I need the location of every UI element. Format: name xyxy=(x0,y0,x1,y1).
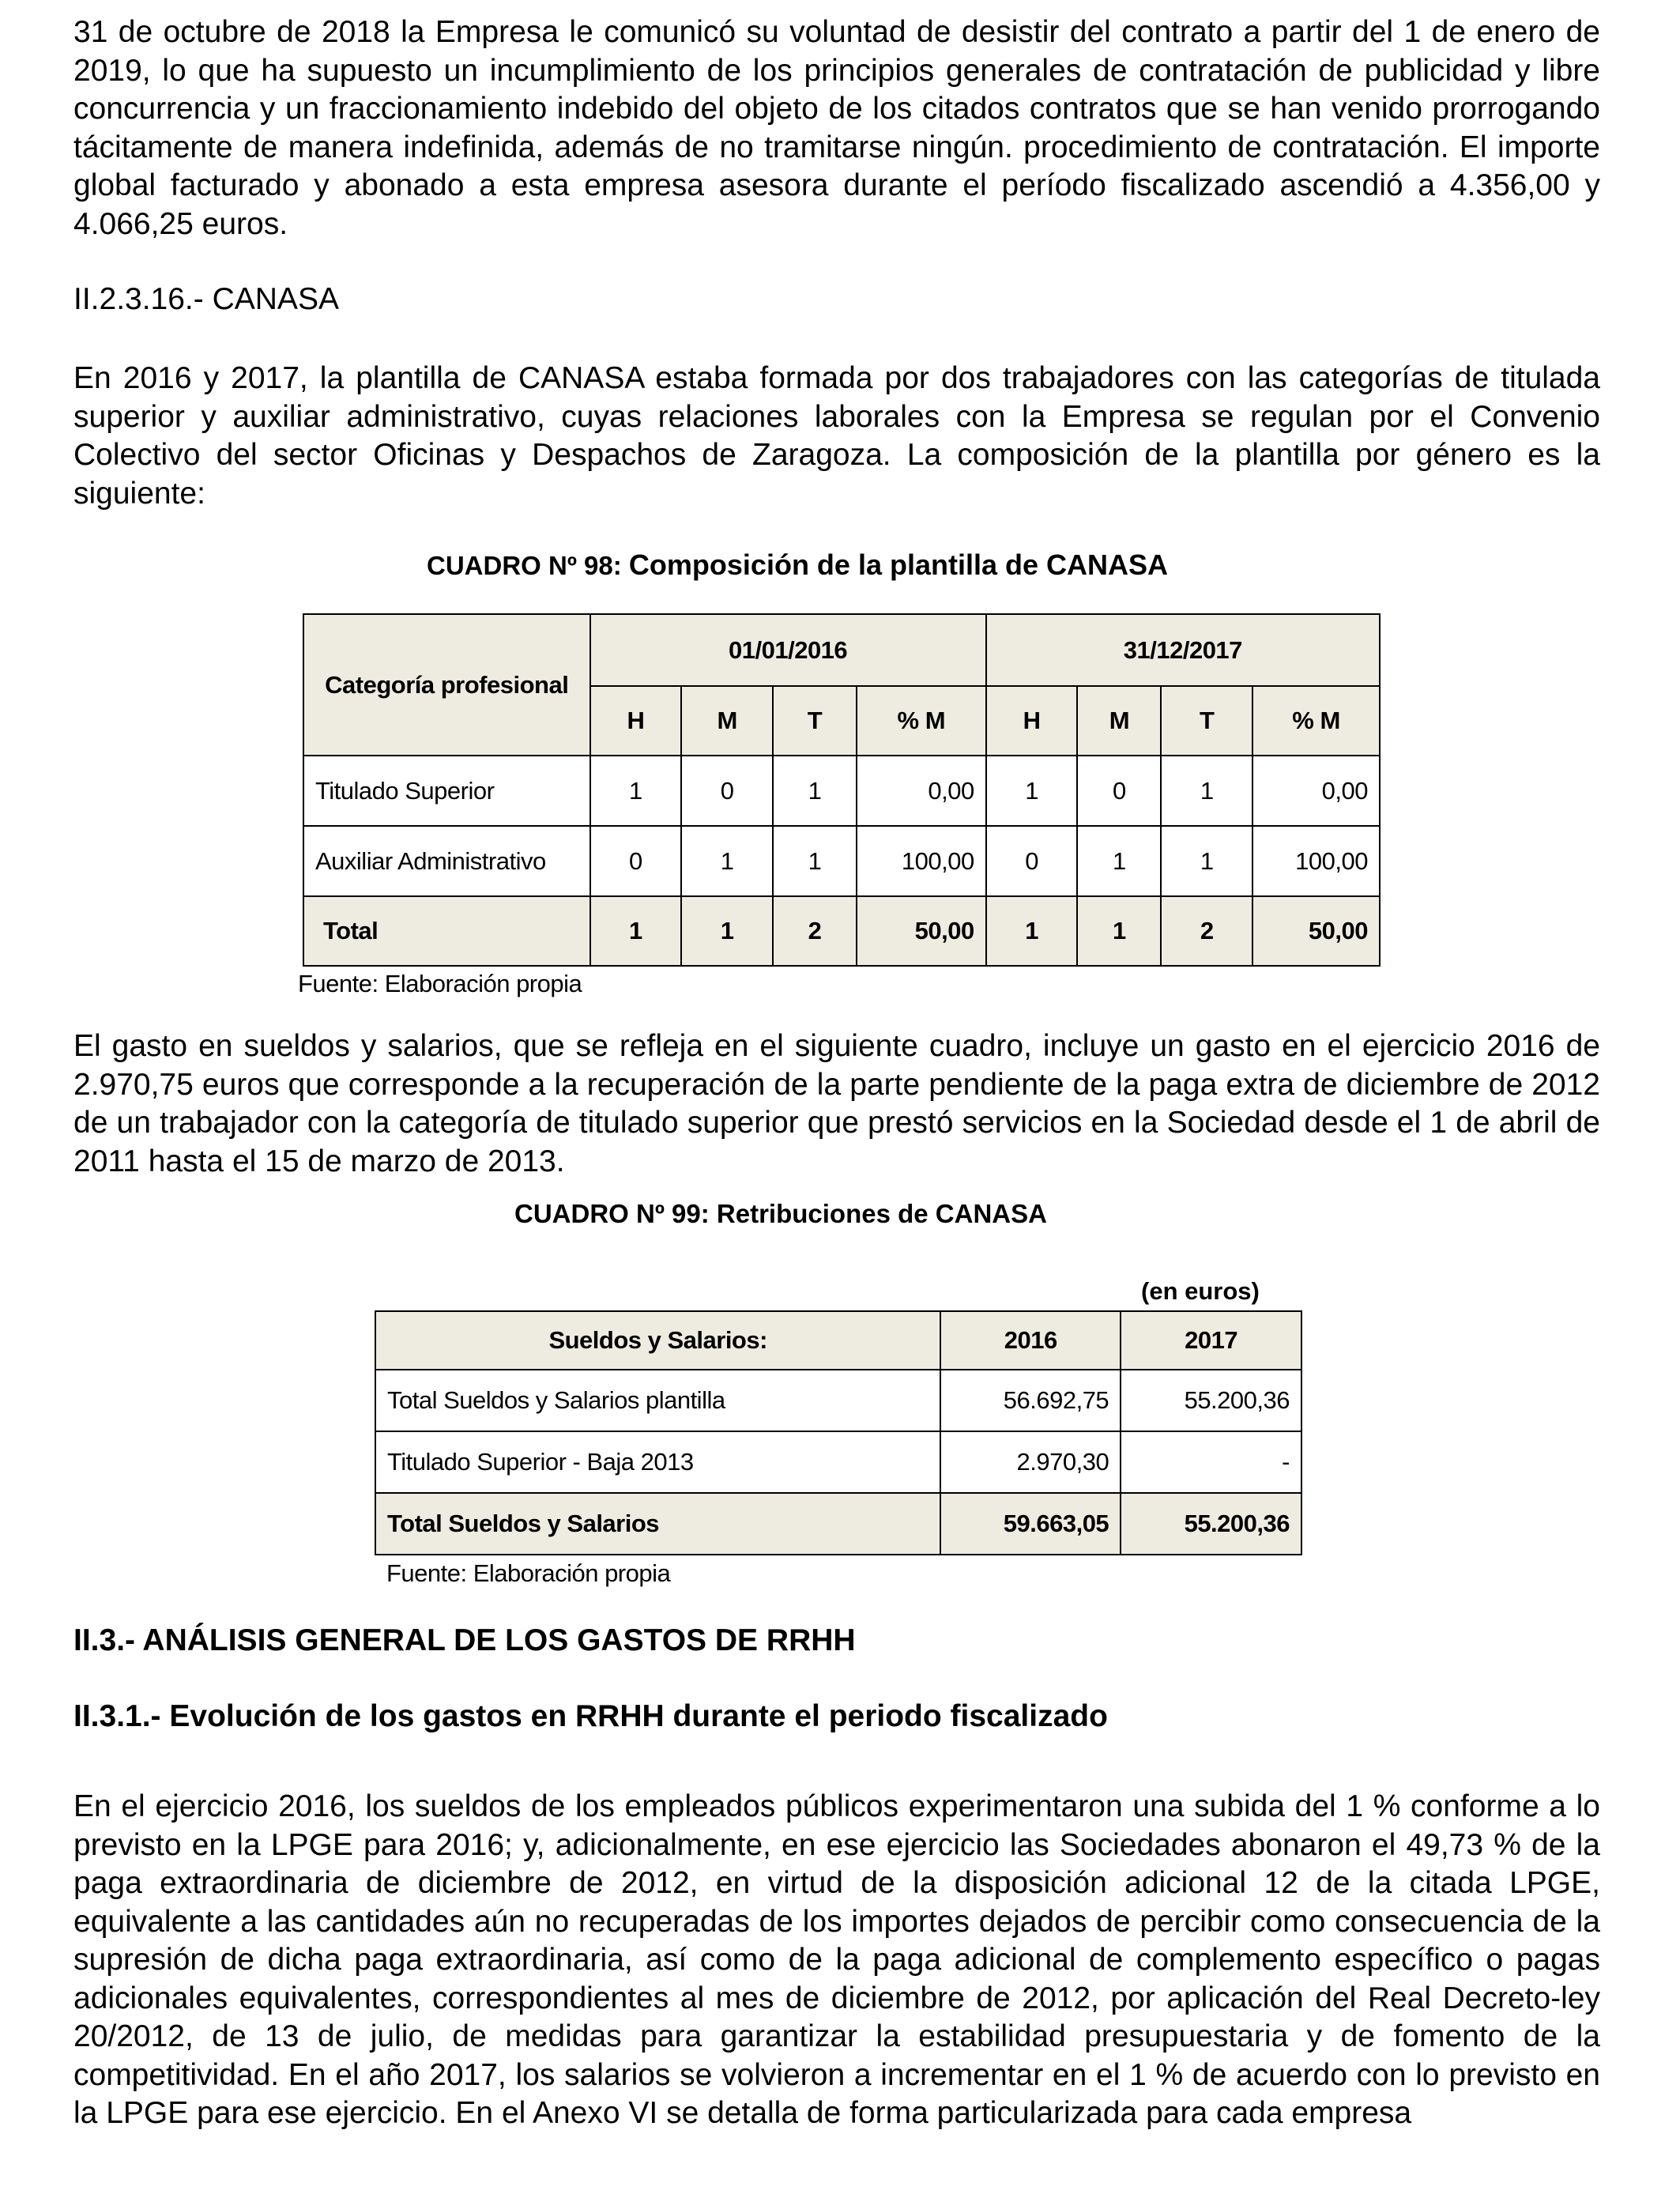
cell-value: 1 xyxy=(590,896,682,966)
row-label: Total xyxy=(303,896,590,966)
row-label: Auxiliar Administrativo xyxy=(303,826,590,896)
cell-value: 2 xyxy=(1161,896,1252,966)
table98-col-h: H xyxy=(986,686,1078,756)
table98-col-m: M xyxy=(1077,686,1161,756)
table98-header-category: Categoría profesional xyxy=(303,614,590,756)
table-row xyxy=(375,1431,1301,1493)
table99-unit: (en euros) xyxy=(1141,1277,1260,1305)
cell-value: 1 xyxy=(1161,756,1252,826)
row-label: Titulado Superior xyxy=(303,756,590,826)
paragraph-rrhh-evolution: En el ejercicio 2016, los sueldos de los empleados públicos experimentaron una subida del 1 % conforme a lo previsto en la LPGE para 2016; y, adicionalmente, en ese ejercicio las Sociedades abonaron el 49,73 % de la paga extraordinaria de diciembre de 2012, en virtud de la disposición adicional 12 de la citada LPGE, equivalente a las cantidades aún no recuperadas de los importes dejados de percibir como consecuencia de la supresión de dicha paga extraordinaria, así como de la paga adicional de complemento específico o pagas adicionales equivalentes, correspondientes al mes de diciembre de 2012, por aplicación del Real Decreto-ley 20/2012, de 13 de julio, de medidas para garantizar la estabilidad presupuestaria y de fomento de la competitividad. En el año 2017, los salarios se volvieron a incrementar en el 1 % de acuerdo con lo previsto en la LPGE para ese ejercicio. En el Anexo VI se detalla de forma particularizada para cada empresa xyxy=(73,1789,1600,2130)
table98-col-pct: % M xyxy=(857,686,986,756)
cell-value: 2.970,30 xyxy=(940,1431,1121,1493)
paragraph-salary-expense: El gasto en sueldos y salarios, que se refleja en el siguiente cuadro, incluye un gasto en el ejercicio 2016 de 2.970,75 euros que corresponde a la recuperación de la parte pendiente de la paga extra de diciembre de 2012 de un trabajador con la categoría de titulado superior que prestó servicios en la Sociedad desde el 1 de abril de 2011 hasta el 15 de marzo de 2013. xyxy=(73,1029,1600,1178)
cell-value: - xyxy=(1121,1431,1301,1493)
table99-source: Fuente: Elaboración propia xyxy=(386,1559,671,1587)
table-row-total xyxy=(375,1493,1301,1555)
paragraph-contract-desist: 31 de octubre de 2018 la Empresa le comunicó su voluntad de desistir del contrato a partir del 1 de enero de 2019, lo que ha supuesto un incumplimiento de los principios generales de contratación de publicidad y libre concurrencia y un fraccionamiento indebido del objeto de los citados contratos que se han venido prorrogando tácitamente de manera indefinida, además de no tramitarse ningún. procedimiento de contratación. El importe global facturado y abonado a esta empresa asesora durante el período fiscalizado ascendió a 4.356,00 y 4.066,25 euros. xyxy=(73,15,1600,241)
section-heading-ii31: II.3.1.- Evolución de los gastos en RRHH durante el periodo fiscalizado xyxy=(73,1699,1108,1733)
table98-staff-composition xyxy=(303,613,1381,967)
cell-value: 1 xyxy=(1077,826,1161,896)
cell-value: 1 xyxy=(1161,826,1252,896)
cell-value: 100,00 xyxy=(1252,826,1380,896)
section-heading-ii3: II.3.- ANÁLISIS GENERAL DE LOS GASTOS DE RRHH xyxy=(73,1623,856,1657)
cell-value: 55.200,36 xyxy=(1121,1493,1301,1555)
table99-header-label: Sueldos y Salarios: xyxy=(375,1311,940,1370)
table98-caption xyxy=(427,549,1168,582)
row-label: Total Sueldos y Salarios plantilla xyxy=(375,1370,940,1431)
table99-header-year2: 2017 xyxy=(1121,1311,1301,1370)
cell-value: 56.692,75 xyxy=(940,1370,1121,1431)
cell-value: 100,00 xyxy=(857,826,986,896)
cell-value: 50,00 xyxy=(1252,896,1380,966)
cell-value: 1 xyxy=(986,896,1078,966)
table98-col-t: T xyxy=(1161,686,1252,756)
cell-value: 0 xyxy=(986,826,1078,896)
table-row xyxy=(303,826,1380,896)
cell-value: 0 xyxy=(1077,756,1161,826)
paragraph-canasa-staff: En 2016 y 2017, la plantilla de CANASA estaba formada por dos trabajadores con las categorías de titulada superior y auxiliar administrativo, cuyas relaciones laborales con la Empresa se regulan por el Convenio Colectivo del sector Oficinas y Despachos de Zaragoza. La composición de la plantilla por género es la siguiente: xyxy=(73,361,1600,511)
table98-col-h: H xyxy=(590,686,682,756)
table98-col-pct: % M xyxy=(1252,686,1380,756)
cell-value: 1 xyxy=(773,826,857,896)
table99-salaries xyxy=(375,1310,1302,1555)
cell-value: 1 xyxy=(681,896,773,966)
table98-header-period1: 01/01/2016 xyxy=(590,614,986,686)
cell-value: 1 xyxy=(773,756,857,826)
cell-value: 0,00 xyxy=(1252,756,1380,826)
table98-caption-title: Composición de la plantilla de CANASA xyxy=(628,548,1169,581)
table-row-total xyxy=(303,896,1380,966)
cell-value: 1 xyxy=(1077,896,1161,966)
cell-value: 2 xyxy=(773,896,857,966)
cell-value: 0,00 xyxy=(857,756,986,826)
table98-col-m: M xyxy=(681,686,773,756)
table99-header-year1: 2016 xyxy=(940,1311,1121,1370)
cell-value: 1 xyxy=(986,756,1078,826)
table98-col-t: T xyxy=(773,686,857,756)
table98-caption-prefix: CUADRO Nº 98: xyxy=(427,551,622,580)
cell-value: 59.663,05 xyxy=(940,1493,1121,1555)
row-label: Total Sueldos y Salarios xyxy=(375,1493,940,1555)
table98-source: Fuente: Elaboración propia xyxy=(298,970,582,997)
cell-value: 0 xyxy=(681,756,773,826)
cell-value: 1 xyxy=(681,826,773,896)
cell-value: 55.200,36 xyxy=(1121,1370,1301,1431)
cell-value: 1 xyxy=(590,756,682,826)
section-heading-canasa: II.2.3.16.- CANASA xyxy=(73,282,339,316)
table-row xyxy=(375,1370,1301,1431)
table99-caption: CUADRO Nº 99: Retribuciones de CANASA xyxy=(514,1199,1047,1228)
row-label: Titulado Superior - Baja 2013 xyxy=(375,1431,940,1493)
table-row xyxy=(303,756,1380,826)
table98-header-period2: 31/12/2017 xyxy=(986,614,1380,686)
cell-value: 0 xyxy=(590,826,682,896)
cell-value: 50,00 xyxy=(857,896,986,966)
